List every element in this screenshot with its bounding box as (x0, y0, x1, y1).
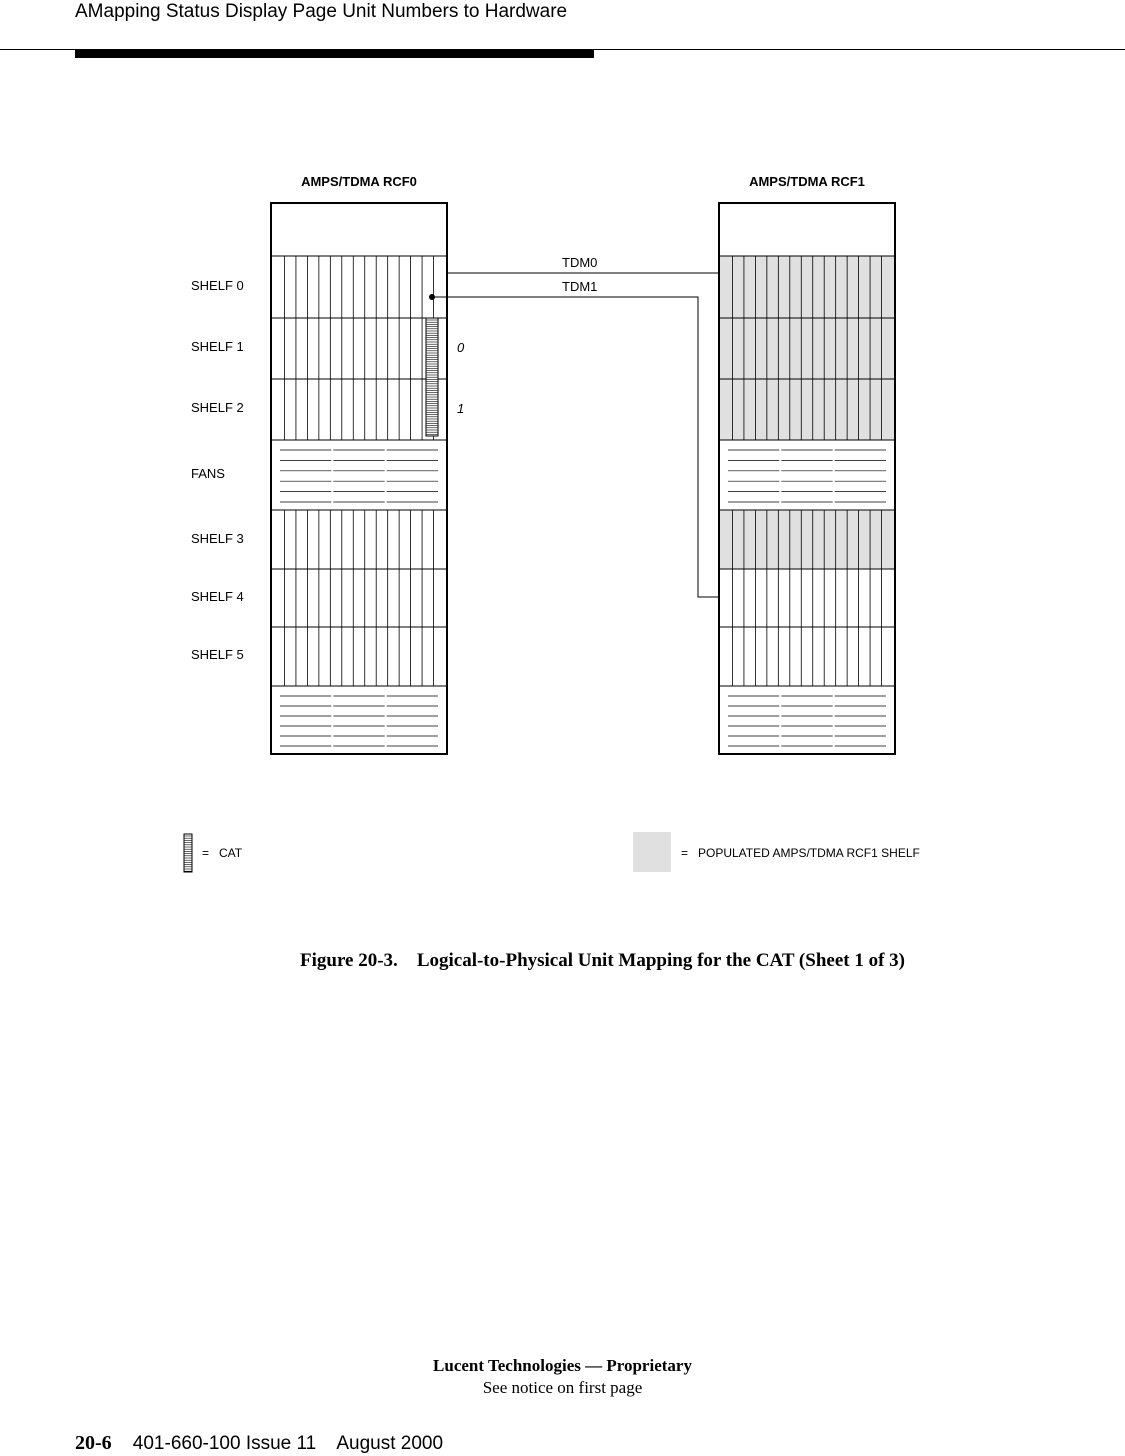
frame-band (719, 256, 895, 318)
legend-cat-text: CAT (219, 846, 243, 860)
frame-band (271, 318, 447, 379)
frame-band (271, 627, 447, 686)
frame-band (271, 256, 447, 318)
legend-populated-equals: = (681, 846, 689, 860)
shelf-label-4: SHELF 4 (191, 589, 244, 604)
figure-caption (300, 950, 905, 972)
frame-band (719, 569, 895, 627)
frame-band (719, 510, 895, 569)
cat-unit-label-1: 1 (457, 401, 465, 416)
legend-cat-swatch (184, 834, 192, 872)
page-number: 20-6 (75, 1432, 112, 1454)
document-date: August 2000 (336, 1433, 444, 1454)
cat-unit (426, 318, 438, 436)
footer-company: Lucent Technologies — Proprietary (433, 1356, 692, 1375)
shelf-label-1: SHELF 1 (191, 339, 244, 354)
frame-band (719, 318, 895, 379)
tdm1-link (432, 297, 719, 597)
shelf-label-0: SHELF 0 (191, 278, 244, 293)
rcf1-title: AMPS/TDMA RCF1 (749, 174, 865, 189)
tdm0-label: TDM0 (562, 255, 598, 270)
legend-populated-text: POPULATED AMPS/TDMA RCF1 SHELF (698, 846, 920, 860)
footer-notice: See notice on first page (482, 1378, 643, 1397)
frame-band (271, 203, 447, 256)
frame-band (271, 440, 447, 510)
tdm1-origin-dot (429, 294, 435, 300)
shelf-label-3: SHELF 3 (191, 531, 244, 546)
cat-unit-label-0: 0 (457, 340, 465, 355)
frame-band (271, 569, 447, 627)
running-header-title: AMapping Status Display Page Unit Numbers to Hardware (75, 1, 568, 22)
fans-label: FANS (191, 466, 225, 481)
frame-band (271, 510, 447, 569)
frame-band (719, 440, 895, 510)
shelf-label-2: SHELF 2 (191, 400, 244, 415)
rcf1-frame (719, 203, 895, 754)
footer-page-info (75, 1432, 443, 1455)
document-number: 401-660-100 Issue 11 (132, 1433, 317, 1454)
cat-outline (184, 834, 192, 872)
figure-title: Logical-to-Physical Unit Mapping for the CAT (Sheet 1 of 3) (416, 950, 905, 971)
rcf0-frame (271, 203, 447, 754)
shelf-label-5: SHELF 5 (191, 647, 244, 662)
frame-band (719, 203, 895, 256)
frame-band (271, 379, 447, 440)
legend-populated-swatch (633, 832, 671, 872)
tdm1-label: TDM1 (562, 279, 598, 294)
figure-number: Figure 20-3. (300, 950, 398, 971)
rcf0-title: AMPS/TDMA RCF0 (301, 174, 417, 189)
legend-cat-equals: = (202, 846, 210, 860)
frame-band (719, 627, 895, 686)
frame-band (719, 379, 895, 440)
